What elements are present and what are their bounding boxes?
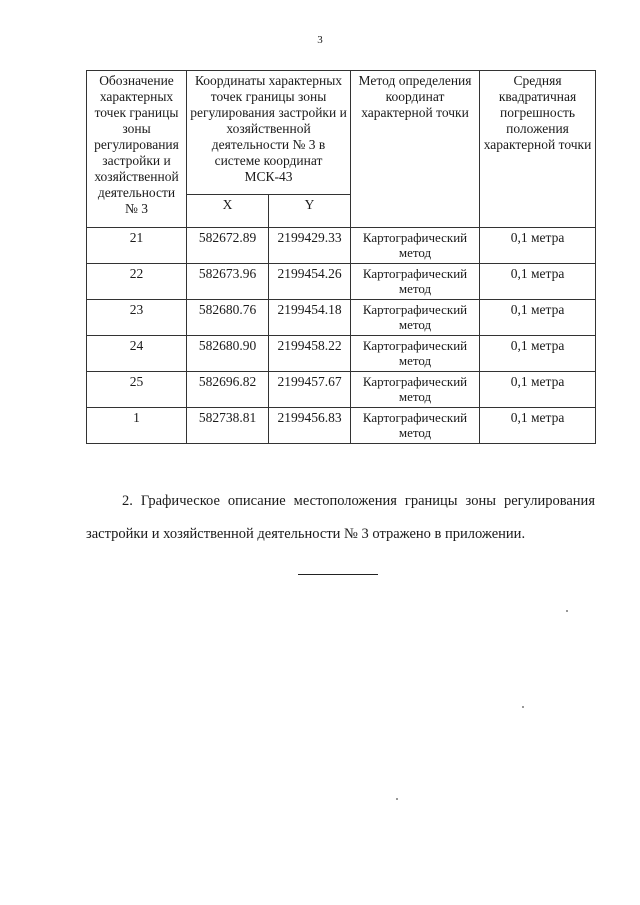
cell-y: 2199457.67	[269, 372, 351, 408]
cell-method: Картографический метод	[351, 228, 480, 264]
appendix-reference-paragraph: 2. Графическое описание местоположения границы зоны регулирования застройки и хозяйственной деятельности № 3 отражено в приложении.	[86, 492, 595, 542]
cell-method: Картографический метод	[351, 264, 480, 300]
header-y: Y	[269, 195, 351, 228]
table-row	[87, 408, 596, 444]
cell-error: 0,1 метра	[480, 228, 596, 264]
cell-x: 582680.76	[187, 300, 269, 336]
cell-method: Картографический метод	[351, 336, 480, 372]
header-x: X	[187, 195, 269, 228]
end-divider	[298, 574, 378, 575]
cell-x: 582696.82	[187, 372, 269, 408]
cell-error: 0,1 метра	[480, 300, 596, 336]
table-row	[87, 372, 596, 408]
cell-x: 582672.89	[187, 228, 269, 264]
scan-speck	[522, 706, 524, 708]
cell-y: 2199454.26	[269, 264, 351, 300]
scan-speck	[566, 610, 568, 612]
table-row	[87, 336, 596, 372]
header-coordinates: Координаты характерных точек границы зоны регулирования застройки и хозяйственной деятельности № 3 в системе координат МСК-43	[187, 71, 351, 195]
header-method: Метод определения координат характерной точки	[351, 71, 480, 228]
cell-x: 582738.81	[187, 408, 269, 444]
coordinates-table	[86, 70, 596, 444]
cell-x: 582673.96	[187, 264, 269, 300]
cell-method: Картографический метод	[351, 372, 480, 408]
header-error: Средняя квадратичная погрешность положения характерной точки	[480, 71, 596, 228]
cell-x: 582680.90	[187, 336, 269, 372]
cell-point: 22	[87, 264, 187, 300]
table-row	[87, 228, 596, 264]
cell-method: Картографический метод	[351, 300, 480, 336]
cell-point: 24	[87, 336, 187, 372]
cell-error: 0,1 метра	[480, 336, 596, 372]
table-row	[87, 264, 596, 300]
cell-error: 0,1 метра	[480, 372, 596, 408]
table-row	[87, 300, 596, 336]
cell-point: 21	[87, 228, 187, 264]
cell-point: 25	[87, 372, 187, 408]
cell-method: Картографический метод	[351, 408, 480, 444]
cell-point: 1	[87, 408, 187, 444]
scan-speck	[396, 798, 398, 800]
cell-y: 2199456.83	[269, 408, 351, 444]
cell-y: 2199429.33	[269, 228, 351, 264]
cell-y: 2199458.22	[269, 336, 351, 372]
cell-error: 0,1 метра	[480, 408, 596, 444]
page-number: 3	[317, 34, 323, 46]
cell-point: 23	[87, 300, 187, 336]
cell-y: 2199454.18	[269, 300, 351, 336]
cell-error: 0,1 метра	[480, 264, 596, 300]
header-point-designation: Обозначение характерных точек границы зоны регулирования застройки и хозяйственной деятельности № 3	[87, 71, 187, 228]
